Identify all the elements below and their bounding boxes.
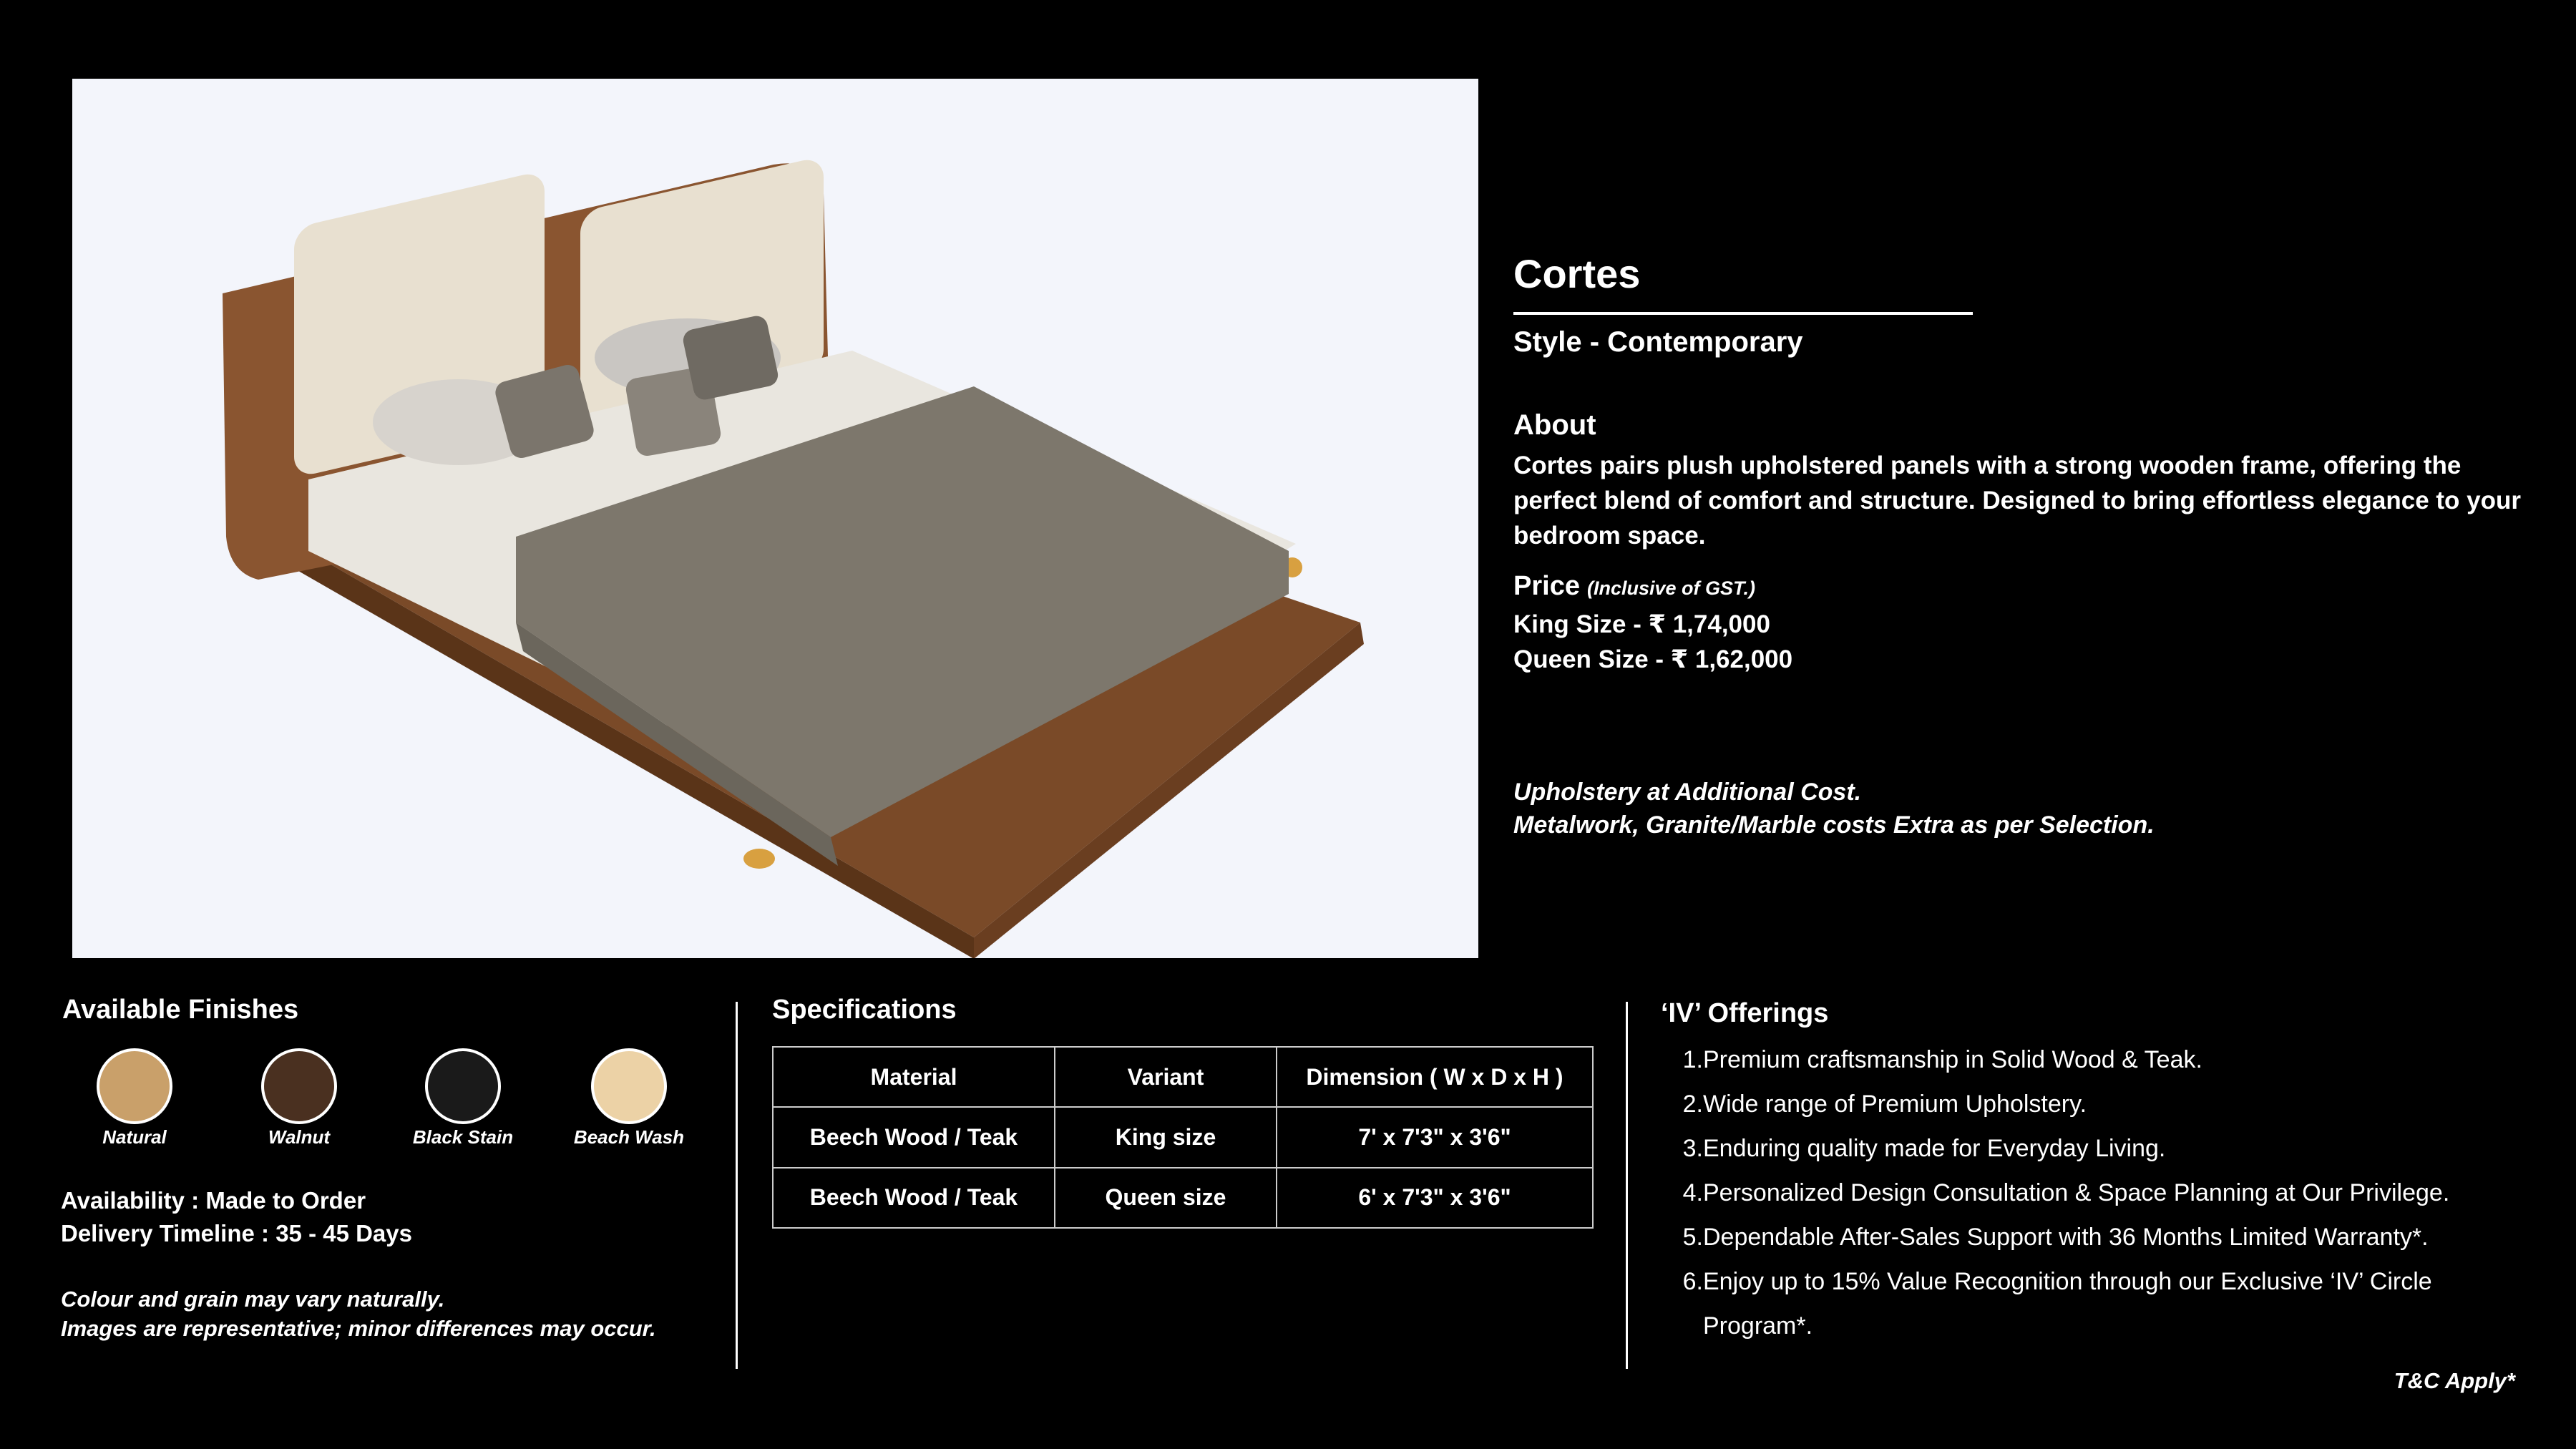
cell-variant: King size [1055, 1107, 1277, 1167]
swatch-natural[interactable] [97, 1048, 172, 1124]
list-item [1667, 1046, 2202, 1074]
list-item [1667, 1179, 2449, 1207]
section-divider [1626, 1002, 1628, 1369]
item-number: 3. [1682, 1135, 1703, 1162]
swatch-label: Natural [102, 1126, 167, 1148]
table-header-row [773, 1047, 1593, 1107]
item-number: 2. [1682, 1091, 1703, 1118]
item-text: Wide range of Premium Upholstery. [1703, 1091, 2087, 1118]
col-material: Material [773, 1047, 1055, 1107]
tc-apply: T&C Apply* [2394, 1368, 2515, 1393]
finishes-heading: Available Finishes [62, 995, 299, 1025]
cell-material: Beech Wood / Teak [773, 1168, 1055, 1228]
availability: Availability : Made to Order [61, 1187, 366, 1214]
section-divider [736, 1002, 738, 1369]
product-title: Cortes [1513, 251, 1641, 296]
price-queen: Queen Size - ₹ 1,62,000 [1513, 645, 1793, 673]
list-item-continuation [1667, 1312, 1813, 1340]
item-text: Personalized Design Consultation & Space Planning at Our Privilege. [1703, 1179, 2450, 1206]
cell-material: Beech Wood / Teak [773, 1107, 1055, 1167]
swatch-label: Black Stain [412, 1126, 514, 1148]
metalwork-note: Metalwork, Granite/Marble costs Extra as per Selection. [1513, 811, 2155, 839]
price-king: King Size - ₹ 1,74,000 [1513, 610, 1770, 638]
list-item [1667, 1135, 2165, 1163]
swatch-black-stain[interactable] [425, 1048, 501, 1124]
about-text: Cortes pairs plush upholstered panels with a strong wooden frame, offering the perfect blend of comfort and structure. Designed to bring effortless elegance to your bedroom space. [1513, 452, 2521, 550]
col-variant: Variant [1055, 1047, 1277, 1107]
col-dimension: Dimension ( W x D x H ) [1277, 1047, 1593, 1107]
swatch-label: Beach Wash [573, 1126, 685, 1148]
item-text: Dependable After-Sales Support with 36 Months Limited Warranty*. [1703, 1224, 2429, 1251]
delivery-timeline: Delivery Timeline : 35 - 45 Days [61, 1220, 412, 1246]
about-heading: About [1513, 409, 1596, 441]
upholstery-note: Upholstery at Additional Cost. [1513, 779, 1862, 806]
item-number: 4. [1682, 1179, 1703, 1206]
title-underline [1513, 312, 1973, 315]
table-row [773, 1107, 1593, 1167]
item-text: Program*. [1703, 1312, 1813, 1340]
list-item [1667, 1224, 2429, 1252]
list-item [1667, 1091, 2087, 1118]
price-heading [1513, 571, 1755, 602]
offerings-heading: ‘IV’ Offerings [1661, 998, 1829, 1028]
item-text: Premium craftsmanship in Solid Wood & Teak. [1703, 1046, 2202, 1073]
product-image-bed [72, 79, 1478, 958]
disclaimer: Colour and grain may vary naturally. [61, 1287, 445, 1312]
specs-table [772, 1046, 1594, 1229]
bed-illustration [72, 79, 1478, 958]
item-text: Enjoy up to 15% Value Recognition through our Exclusive ‘IV’ Circle [1703, 1268, 2432, 1295]
table-row [773, 1168, 1593, 1228]
specs-heading: Specifications [772, 995, 957, 1025]
item-text: Enduring quality made for Everyday Living. [1703, 1135, 2166, 1162]
swatch-beach-wash[interactable] [591, 1048, 667, 1124]
cell-variant: Queen size [1055, 1168, 1277, 1228]
disclaimer: Images are representative; minor differences may occur. [61, 1316, 656, 1341]
item-number: 6. [1682, 1268, 1703, 1295]
cell-dimension: 6' x 7'3" x 3'6" [1277, 1168, 1593, 1228]
price-gst-note: (Inclusive of GST.) [1586, 577, 1755, 599]
list-item [1667, 1268, 2432, 1296]
item-number: 5. [1682, 1224, 1703, 1251]
price-label: Price [1513, 571, 1580, 601]
swatch-label: Walnut [268, 1126, 331, 1148]
item-number: 1. [1682, 1046, 1703, 1073]
product-style: Style - Contemporary [1513, 326, 1803, 358]
cell-dimension: 7' x 7'3" x 3'6" [1277, 1107, 1593, 1167]
swatch-walnut[interactable] [261, 1048, 337, 1124]
